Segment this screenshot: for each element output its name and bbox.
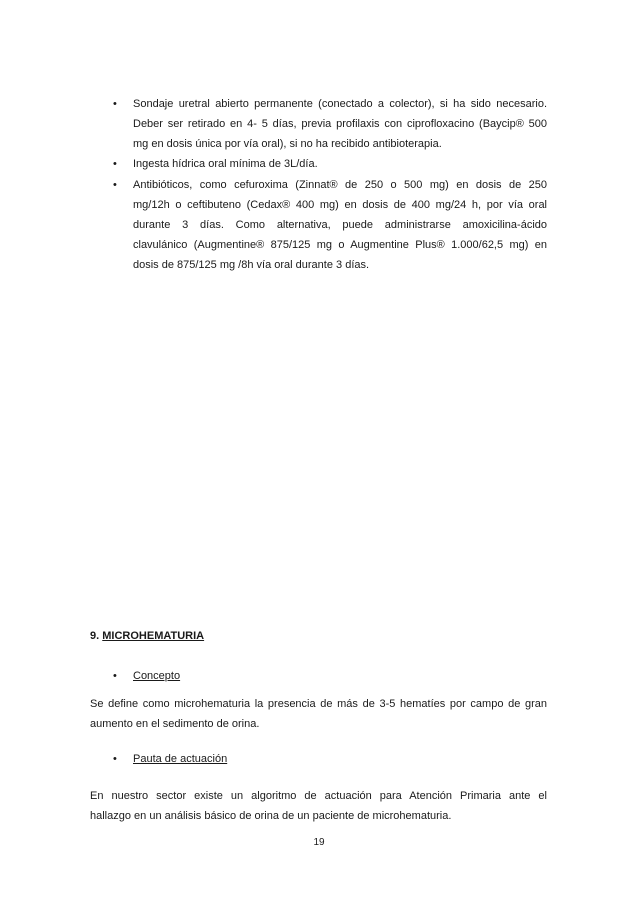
concepto-paragraph — [90, 694, 547, 734]
item-2-line-1: Ingesta hídrica oral mínima de 3L/día. — [133, 158, 318, 170]
concepto-label: Concepto — [133, 670, 181, 682]
item-1-line-2: Deber ser retirado en 4- 5 días, previa profilaxis con ciprofloxacino (Baycip® 500 — [133, 118, 547, 130]
item-1-line-1: Sondaje uretral abierto permanente (conectado a colector), si ha sido necesario. — [133, 98, 547, 110]
concepto-line-1: Se define como microhematuria la presencia de más de 3-5 hematíes por campo de gran — [90, 698, 547, 710]
section-title: MICROHEMATURIA — [102, 630, 205, 642]
bullet-3: • — [113, 179, 117, 191]
item-3-line-1: Antibióticos, como cefuroxima (Zinnat® de 250 o 500 mg) en dosis de 250 — [133, 179, 547, 191]
page-number: 19 — [313, 837, 325, 848]
pauta-bullet: • — [113, 753, 117, 765]
bullet-1: • — [113, 98, 117, 110]
item-3-line-2: mg/12h o ceftibuteno (Cedax® 400 mg) en dosis de 400 mg/24 h, por vía oral — [133, 199, 547, 211]
concepto-line-2: aumento en el sedimento de orina. — [90, 718, 260, 730]
item-3-line-4: clavulánico (Augmentine® 875/125 mg o Augmentine Plus® 1.000/62,5 mg) en — [133, 239, 547, 251]
item-1-line-3: mg en dosis única por vía oral), si no ha recibido antibioterapia. — [133, 138, 442, 150]
section-number: 9. — [90, 630, 100, 642]
item-3-line-3: durante 3 días. Como alternativa, puede administrarse amoxicilina-ácido — [133, 219, 547, 231]
pauta-paragraph — [90, 786, 547, 826]
pauta-line-1: En nuestro sector existe un algoritmo de actuación para Atención Primaria ante el — [90, 790, 547, 802]
concepto-bullet: • — [113, 670, 117, 682]
pauta-label: Pauta de actuación — [133, 753, 228, 765]
item-3-line-5: dosis de 875/125 mg /8h vía oral durante 3 días. — [133, 259, 370, 271]
section-heading — [90, 626, 204, 646]
pauta-line-2: hallazgo en un análisis básico de orina de un paciente de microhematuria. — [90, 810, 452, 822]
bullet-2: • — [113, 158, 117, 170]
